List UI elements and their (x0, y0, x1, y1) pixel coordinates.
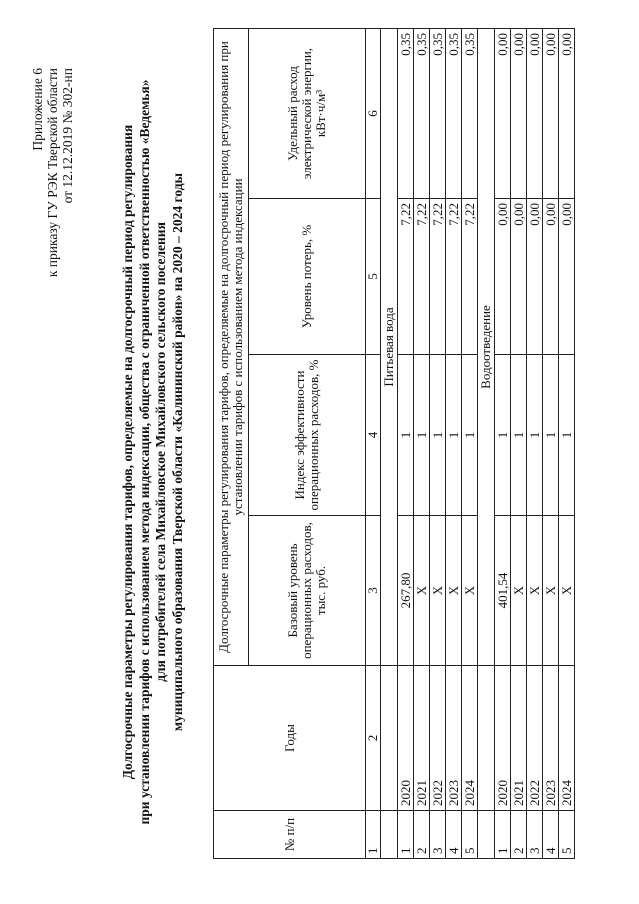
row-year: 2021 (414, 666, 430, 811)
table-row (430, 29, 446, 859)
row-loss-level: 7,22 (446, 199, 462, 355)
section-title: Питьевая вода (381, 29, 398, 666)
row-loss-level: 0,00 (543, 199, 559, 355)
row-number: 4 (543, 811, 559, 859)
row-energy-consumption: 0,35 (462, 29, 478, 199)
row-efficiency-index: 1 (446, 355, 462, 516)
row-energy-consumption: 0,00 (527, 29, 543, 199)
row-loss-level: 0,00 (559, 199, 575, 355)
row-number: 4 (446, 811, 462, 859)
title-line-3: для потребителей села Михайловское Михайловского сельского поселения (153, 222, 168, 682)
row-loss-level: 0,00 (495, 199, 511, 355)
empty-cell (478, 811, 495, 859)
empty-cell (478, 666, 495, 811)
row-base-opex: Х (559, 516, 575, 666)
column-number: 6 (366, 29, 381, 199)
row-energy-consumption: 0,00 (543, 29, 559, 199)
row-year: 2023 (543, 666, 559, 811)
row-number: 5 (462, 811, 478, 859)
row-base-opex: Х (543, 516, 559, 666)
column-number: 5 (366, 199, 381, 355)
row-loss-level: 0,00 (527, 199, 543, 355)
row-efficiency-index: 1 (495, 355, 511, 516)
section-row (478, 29, 495, 859)
column-number: 1 (366, 811, 381, 859)
row-base-opex: Х (446, 516, 462, 666)
row-energy-consumption: 0,35 (398, 29, 414, 199)
row-efficiency-index: 1 (414, 355, 430, 516)
row-energy-consumption: 0,00 (511, 29, 527, 199)
table-row (414, 29, 430, 859)
row-efficiency-index: 1 (527, 355, 543, 516)
section-row (381, 29, 398, 859)
appendix-line-3: от 12.12.2019 № 302-нп (60, 68, 75, 204)
row-number: 1 (495, 811, 511, 859)
row-efficiency-index: 1 (559, 355, 575, 516)
row-efficiency-index: 1 (462, 355, 478, 516)
table-row (462, 29, 478, 859)
table-row (527, 29, 543, 859)
row-base-opex: Х (462, 516, 478, 666)
column-numbers-row (366, 29, 381, 859)
appendix-line-1: Приложение 6 (30, 68, 45, 151)
row-base-opex: Х (511, 516, 527, 666)
row-number: 1 (398, 811, 414, 859)
row-year: 2024 (462, 666, 478, 811)
header-base-opex: Базовый уровень операционных расходов, тыс. руб. (249, 516, 366, 666)
row-year: 2020 (398, 666, 414, 811)
column-number: 2 (366, 666, 381, 811)
empty-cell (381, 666, 398, 811)
row-energy-consumption: 0,35 (430, 29, 446, 199)
table-row (446, 29, 462, 859)
row-loss-level: 7,22 (430, 199, 446, 355)
tariff-parameters-table (213, 28, 575, 859)
row-number: 3 (430, 811, 446, 859)
row-year: 2022 (527, 666, 543, 811)
header-loss-level: Уровень потерь, % (249, 199, 366, 355)
row-year: 2022 (430, 666, 446, 811)
table-row (543, 29, 559, 859)
title-line-1: Долгосрочные параметры регулирования тарифов, определяемые на долгосрочный период регулирования (120, 124, 135, 780)
section-title: Водоотведение (478, 29, 495, 666)
row-number: 3 (527, 811, 543, 859)
row-energy-consumption: 0,00 (495, 29, 511, 199)
row-energy-consumption: 0,00 (559, 29, 575, 199)
row-efficiency-index: 1 (398, 355, 414, 516)
row-loss-level: 7,22 (414, 199, 430, 355)
row-efficiency-index: 1 (430, 355, 446, 516)
row-number: 5 (559, 811, 575, 859)
row-base-opex: 401,54 (495, 516, 511, 666)
row-loss-level: 0,00 (511, 199, 527, 355)
row-base-opex: Х (527, 516, 543, 666)
row-year: 2024 (559, 666, 575, 811)
table-row (511, 29, 527, 859)
appendix-line-2: к приказу ГУ РЭК Тверской области (45, 68, 60, 278)
row-base-opex: Х (430, 516, 446, 666)
table-row (398, 29, 414, 859)
appendix-block (30, 68, 75, 277)
row-efficiency-index: 1 (543, 355, 559, 516)
header-years: Годы (214, 666, 366, 811)
row-base-opex: 267,80 (398, 516, 414, 666)
table-row (495, 29, 511, 859)
column-number: 3 (366, 516, 381, 666)
row-number: 2 (511, 811, 527, 859)
table-row (559, 29, 575, 859)
row-year: 2020 (495, 666, 511, 811)
row-base-opex: Х (414, 516, 430, 666)
title-line-4: муниципального образования Тверской области «Калининский район» на 2020 – 2024 годы (169, 172, 185, 732)
column-number: 4 (366, 355, 381, 516)
header-num: № п/п (214, 811, 366, 859)
header-efficiency-index: Индекс эффективности операционных расходов, % (249, 355, 366, 516)
row-loss-level: 7,22 (462, 199, 478, 355)
row-loss-level: 7,22 (398, 199, 414, 355)
row-year: 2023 (446, 666, 462, 811)
row-energy-consumption: 0,35 (446, 29, 462, 199)
header-energy-consumption: Удельный расход электрической энергии, кВт·ч/м³ (249, 29, 366, 199)
row-energy-consumption: 0,35 (414, 29, 430, 199)
row-number: 2 (414, 811, 430, 859)
row-year: 2021 (511, 666, 527, 811)
row-efficiency-index: 1 (511, 355, 527, 516)
table-body (366, 29, 575, 859)
document-title (120, 30, 186, 874)
title-line-2: при установлении тарифов с использованием метода индексации, общества с ограниченной ответственностью «Ведемья» (136, 79, 152, 825)
header-group: Долгосрочные параметры регулирования тарифов, определяемые на долгосрочный период регулирования при установлении тарифов с использованием метода индексации (214, 29, 249, 666)
empty-cell (381, 811, 398, 859)
